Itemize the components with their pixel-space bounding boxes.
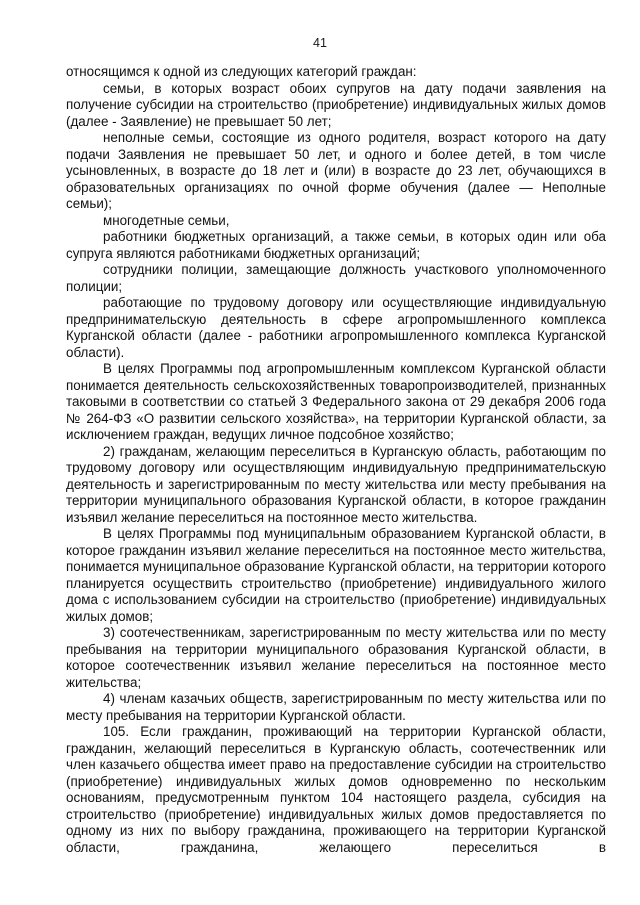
paragraph-item-3: 3) соотечественникам, зарегистрированным по месту жительства или по месту пребывания на территории муниципального образования Курганской области, в которое соотечественник изъявил желание переселиться на постоянное место жительства;	[66, 625, 606, 690]
page-number: 41	[313, 36, 327, 50]
paragraph-young-families: семьи, в которых возраст обоих супругов на дату подачи заявления на получение субсидии на строительство (приобретение) индивидуальных жилых домов (далее - Заявление) не превышает 50 лет;	[66, 80, 606, 129]
paragraph-police-officers: сотрудники полиции, замещающие должность участкового уполномоченного полиции;	[66, 262, 606, 294]
document-body	[66, 64, 606, 856]
paragraph-agro-workers: работающие по трудовому договору или осуществляющие индивидуальную предпринимательскую деятельность в сфере агропромышленного комплекса Курганской области (далее - работники агропромышленного комплекса Курганской области).	[66, 295, 606, 360]
paragraph-large-families: многодетные семьи,	[103, 212, 230, 228]
paragraph-intro: относящимся к одной из следующих категорий граждан:	[66, 64, 417, 79]
paragraph-item-2: 2) гражданам, желающим переселиться в Курганскую область, работающим по трудовому договору или осуществляющим индивидуальную предпринимательскую деятельность и зарегистрированным по месту жительства или месту пребывания на территории муниципального образования Курганской области, в которое гражданин изъявил желание переселиться на постоянное место жительства.	[66, 443, 606, 525]
paragraph-item-4: 4) членам казачьих обществ, зарегистрированным по месту жительства или по месту пребывания на территории Курганской области.	[66, 691, 606, 723]
paragraph-budget-workers: работники бюджетных организаций, а также семьи, в которых один или оба супруга являются работниками бюджетных организаций;	[66, 229, 606, 261]
paragraph-clause-105: 105. Если гражданин, проживающий на территории Курганской области, гражданин, желающий переселиться в Курганскую область, соотечественник или член казачьего общества имеет право на предоставление субсидии на строительство (приобретение) индивидуальных жилых домов одновременно по нескольким основаниям, предусмотренным пунктом 104 настоящего раздела, субсидия на строительство (приобретение) индивидуальных жилых домов предоставляется по одному из них по выбору гражданина, проживающего на территории Курганской области, гражданина, желающего переселиться в	[66, 724, 606, 855]
paragraph-municipality-definition: В целях Программы под муниципальным образованием Курганской области, в которое гражданин изъявил желание переселиться на постоянное место жительства, понимается муниципальное образование Курганской области, на территории которого планируется осуществить строительство (приобретение) индивидуального жилого дома с использованием субсидии на строительство (приобретение) индивидуальных жилых домов;	[66, 526, 606, 624]
paragraph-agro-definition: В целях Программы под агропромышленным комплексом Курганской области понимается деятельность сельскохозяйственных товаропроизводителей, признанных таковыми в соответствии со статьей 3 Федерального закона от 29 декабря 2006 года № 264-ФЗ «О развитии сельского хозяйства», на территории Курганской области, за исключением граждан, ведущих личное подсобное хозяйство;	[66, 361, 606, 442]
paragraph-single-parent-families: неполные семьи, состоящие из одного родителя, возраст которого на дату подачи Заявления не превышает 50 лет, и одного и более детей, в том числе усыновленных, в возрасте до 18 лет и (или) в возрасте до 23 лет, обучающихся в образовательных организациях по очной форме обучения (далее — Неполные семьи);	[66, 130, 606, 211]
